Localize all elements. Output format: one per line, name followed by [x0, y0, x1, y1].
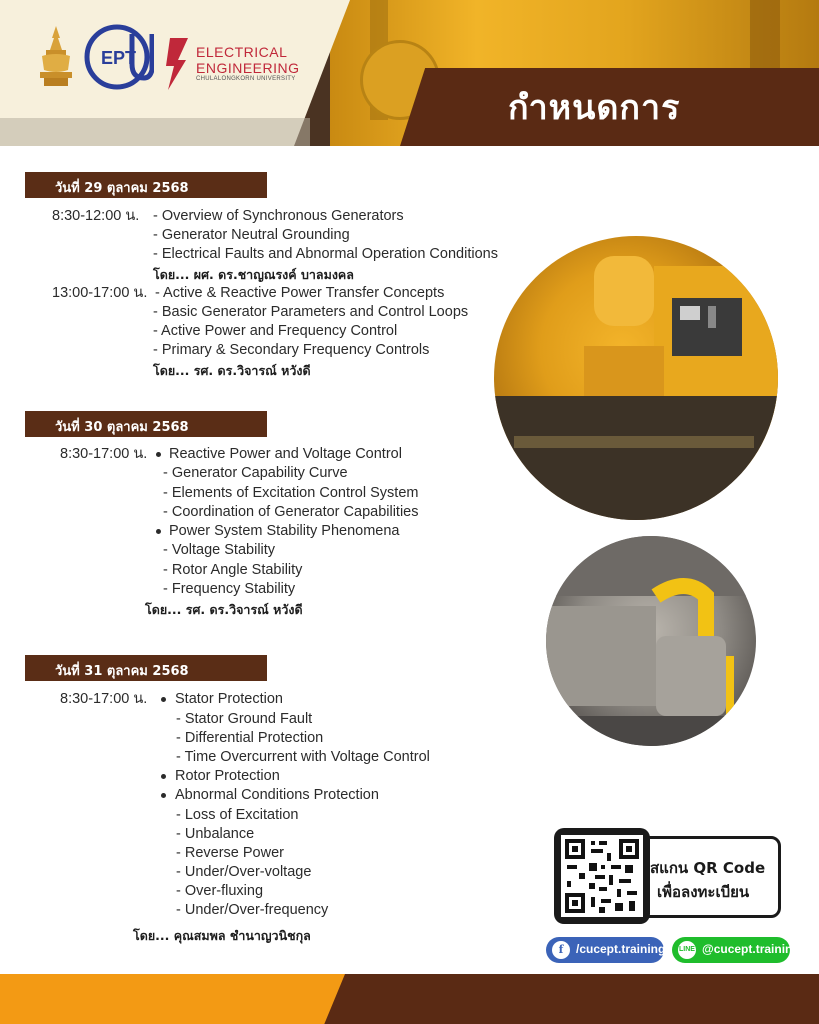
topic-item: - Stator Ground Fault: [176, 711, 313, 727]
line-handle: @cucept.training: [702, 942, 800, 956]
cept-logo-text: EPT: [101, 48, 137, 68]
logo-panel-strip: [0, 118, 310, 146]
facebook-handle: /cucept.training: [576, 942, 666, 956]
session-time: 8:30-17:00 น.: [60, 446, 148, 462]
page-title: กำหนดการ: [508, 88, 681, 128]
qr-caption-line2: เพื่อลงทะเบียน: [657, 883, 750, 901]
topic-group-title: Rotor Protection: [175, 768, 280, 784]
topic-item: - Voltage Stability: [163, 542, 276, 558]
topic-group-title: Power System Stability Phenomena: [169, 523, 400, 539]
day-header-30: วันที่ 30 ตุลาคม 2568: [25, 411, 267, 437]
session-time: 13:00-17:00 น.: [52, 285, 148, 301]
topic-item: - Overview of Synchronous Generators: [153, 208, 404, 224]
qr-caption-line1: สแกน QR Code: [650, 859, 766, 877]
topic-item: - Basic Generator Parameters and Control Loops: [153, 304, 469, 320]
footer-orange-stripe: [0, 974, 345, 1024]
topic-item: - Generator Neutral Grounding: [153, 227, 350, 243]
bullet-icon: [156, 529, 161, 534]
topic-item: - Coordination of Generator Capabilities: [163, 504, 419, 520]
session-time: 8:30-12:00 น.: [52, 208, 140, 224]
line-link[interactable]: [672, 937, 800, 963]
speaker-name: โดย... คุณสมพล ชำนาญวนิชกุล: [133, 928, 311, 943]
topic-item: - Loss of Excitation: [176, 807, 299, 823]
topic-item: - Reverse Power: [176, 845, 284, 861]
topic-item: - Primary & Secondary Frequency Controls: [153, 342, 430, 358]
electrical-engineering-logo-mark: [166, 38, 190, 90]
engine-room-photo-circle: [546, 536, 756, 746]
facebook-link[interactable]: [546, 937, 664, 963]
bullet-icon: [161, 793, 166, 798]
topic-item: - Differential Protection: [176, 730, 324, 746]
bullet-icon: [161, 697, 166, 702]
bullet-icon: [156, 452, 161, 457]
topic-item: - Elements of Excitation Control System: [163, 485, 419, 501]
topic-group-title: Stator Protection: [175, 691, 283, 707]
topic-group-title: Reactive Power and Voltage Control: [169, 446, 402, 462]
topic-item: - Active Power and Frequency Control: [153, 323, 398, 339]
topic-item: - Under/Over-frequency: [176, 902, 329, 918]
speaker-name: โดย... รศ. ดร.วิจารณ์ หวังดี: [153, 363, 311, 378]
day-header-29: วันที่ 29 ตุลาคม 2568: [25, 172, 267, 198]
topic-group-title: Abnormal Conditions Protection: [175, 787, 379, 803]
facebook-icon: f: [552, 941, 570, 959]
day-header-31: วันที่ 31 ตุลาคม 2568: [25, 655, 267, 681]
chula-seal-logo: [36, 24, 76, 88]
topic-item: - Rotor Angle Stability: [163, 562, 303, 578]
cept-logo: [84, 24, 154, 90]
logo-text-engineering: ENGINEERING: [196, 60, 300, 76]
topic-item: - Electrical Faults and Abnormal Operation Conditions: [153, 246, 498, 262]
session-time: 8:30-17:00 น.: [60, 691, 148, 707]
bullet-icon: [161, 774, 166, 779]
topic-item: - Frequency Stability: [163, 581, 296, 597]
topic-item: - Active & Reactive Power Transfer Concepts: [155, 285, 445, 301]
topic-item: - Over-fluxing: [176, 883, 264, 899]
topic-item: - Unbalance: [176, 826, 255, 842]
line-icon: LINE: [678, 941, 696, 959]
qr-code[interactable]: [554, 828, 650, 924]
generator-photo-circle: [494, 236, 778, 520]
speaker-name: โดย... ผศ. ดร.ชาญณรงค์ บาลมงคล: [153, 267, 354, 282]
logo-text-university: CHULALONGKORN UNIVERSITY: [196, 76, 296, 82]
logo-text-electrical: ELECTRICAL: [196, 44, 288, 60]
speaker-name: โดย... รศ. ดร.วิจารณ์ หวังดี: [145, 602, 303, 617]
topic-item: - Under/Over-voltage: [176, 864, 312, 880]
topic-item: - Generator Capability Curve: [163, 465, 348, 481]
topic-item: - Time Overcurrent with Voltage Control: [176, 749, 430, 765]
